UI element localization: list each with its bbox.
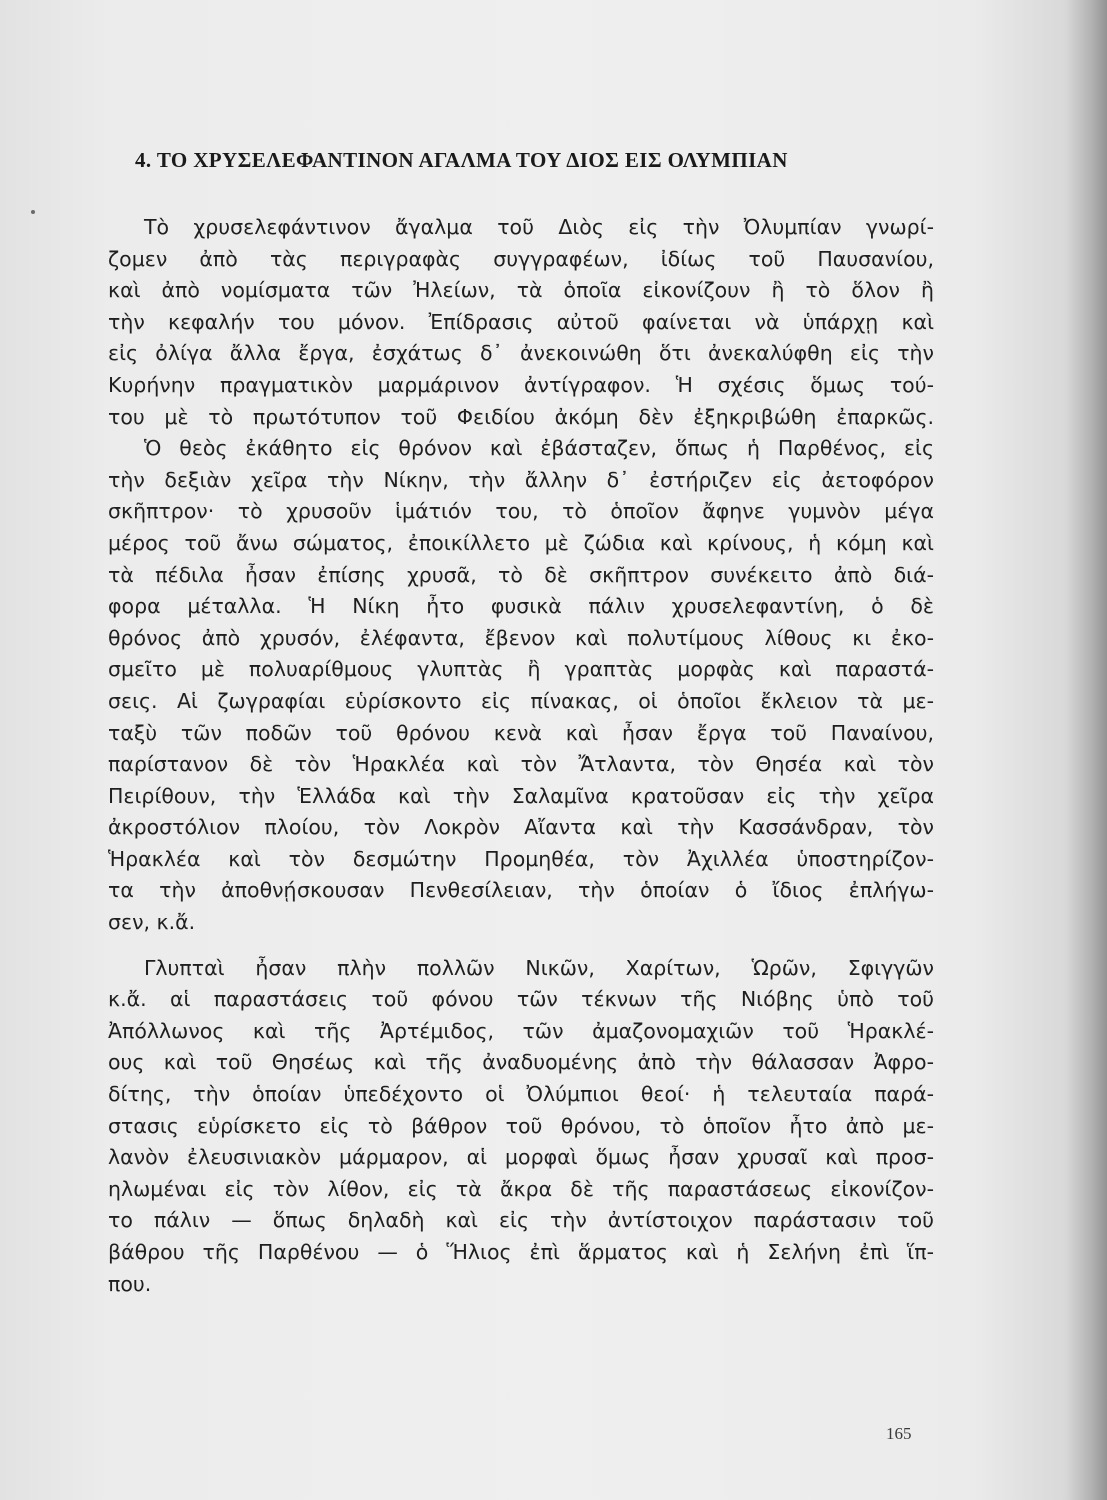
text-line: τὴν δεξιὰν χεῖρα τὴν Νίκην, τὴν ἄλλην δ᾽ ἐστήριζεν εἰς ἀετοφόρον bbox=[108, 467, 934, 492]
text-line: ηλωμέναι εἰς τὸν λίθον, εἰς τὰ ἄκρα δὲ τῆς παραστάσεως εἰκονίζον- bbox=[108, 1176, 934, 1201]
text-line: βάθρου τῆς Παρθένου — ὁ Ἥλιος ἐπὶ ἅρματος καὶ ἡ Σελήνη ἐπὶ ἵπ- bbox=[108, 1240, 934, 1264]
text-line: τὴν κεφαλήν του μόνον. Ἐπίδρασις αὐτοῦ φαίνεται νὰ ὑπάρχῃ καὶ bbox=[108, 309, 934, 334]
text-line: Τὸ χρυσελεφάντινον ἄγαλμα τοῦ Διὸς εἰς τὴν Ὀλυμπίαν γνωρί- bbox=[144, 215, 934, 239]
text-line: Πειρίθουν, τὴν Ἑλλάδα καὶ τὴν Σαλαμῖνα κρατοῦσαν εἰς τὴν χεῖρα bbox=[108, 783, 934, 808]
text-line: σμεῖτο μὲ πολυαρίθμους γλυπτὰς ἢ γραπτὰς μορφὰς καὶ παραστά- bbox=[108, 657, 934, 682]
paragraph-gap bbox=[108, 939, 934, 953]
text-line: τὰ πέδιλα ἦσαν ἐπίσης χρυσᾶ, τὸ δὲ σκῆπτρον συνέκειτο ἀπὸ διά- bbox=[108, 562, 934, 587]
text-line: δίτης, τὴν ὁποίαν ὑπεδέχοντο οἱ Ὀλύμπιοι θεοί· ἡ τελευταία παρά- bbox=[108, 1082, 934, 1107]
text-line: του μὲ τὸ πρωτότυπον τοῦ Φειδίου ἀκόμη δὲν ἐξηκριβώθη ἐπαρκῶς. bbox=[108, 404, 934, 429]
text-line: καὶ ἀπὸ νομίσματα τῶν Ἠλείων, τὰ ὁποῖα εἰκονίζουν ἢ τὸ ὅλον ἢ bbox=[108, 278, 934, 303]
scan-speck bbox=[31, 210, 35, 214]
text-line: μέρος τοῦ ἄνω σώματος, ἐποικίλλετο μὲ ζώδια καὶ κρίνους, ἡ κόμη καὶ bbox=[108, 530, 934, 555]
paragraph-2 bbox=[108, 433, 934, 939]
text-line: Ἡρακλέα καὶ τὸν δεσμώτην Προμηθέα, τὸν Ἀχιλλέα ὑποστηρίζον- bbox=[108, 846, 934, 871]
text-line: λανὸν ἐλευσινιακὸν μάρμαρον, αἱ μορφαὶ ὅμως ἦσαν χρυσαῖ καὶ προσ- bbox=[108, 1145, 934, 1170]
text-line: σκῆπτρον· τὸ χρυσοῦν ἱμάτιόν του, τὸ ὁποῖον ἄφηνε γυμνὸν μέγα bbox=[108, 499, 934, 524]
text-line: στασις εὑρίσκετο εἰς τὸ βάθρον τοῦ θρόνου, τὸ ὁποῖον ἦτο ἀπὸ με- bbox=[108, 1113, 934, 1138]
body-text bbox=[108, 212, 934, 1300]
text-line: ζομεν ἀπὸ τὰς περιγραφὰς συγγραφέων, ἰδίως τοῦ Παυσανίου, bbox=[108, 246, 934, 271]
text-line: ἀκροστόλιον πλοίου, τὸν Λοκρὸν Αἴαντα καὶ τὴν Κασσάνδραν, τὸν bbox=[108, 815, 934, 840]
text-line: Ἀπόλλωνος καὶ τῆς Ἀρτέμιδος, τῶν ἀμαζονομαχιῶν τοῦ Ἡρακλέ- bbox=[108, 1018, 934, 1043]
section-heading: 4. ΤΟ ΧΡΥΣΕΛΕΦΑΝΤΙΝΟΝ ΑΓΑΛΜΑ ΤΟΥ ΔΙΟΣ ΕΙΣ ΟΛΥΜΠΙΑΝ bbox=[135, 148, 788, 172]
text-line: φορα μέταλλα. Ἡ Νίκη ἦτο φυσικὰ πάλιν χρυσελεφαντίνη, ὁ δὲ bbox=[108, 594, 934, 619]
text-line: το πάλιν — ὅπως δηλαδὴ καὶ εἰς τὴν ἀντίστοιχον παράστασιν τοῦ bbox=[108, 1208, 934, 1233]
text-line: Κυρήνην πραγματικὸν μαρμάρινον ἀντίγραφον. Ἡ σχέσις ὅμως τού- bbox=[108, 372, 934, 397]
text-line: Ὁ θεὸς ἐκάθητο εἰς θρόνον καὶ ἐβάσταζεν, ὅπως ἡ Παρθένος, εἰς bbox=[144, 436, 934, 461]
text-line: σεις. Αἱ ζωγραφίαι εὑρίσκοντο εἰς πίνακας, οἱ ὁποῖοι ἔκλειον τὰ με- bbox=[108, 688, 934, 713]
paragraph-3 bbox=[108, 953, 934, 1301]
text-line: εἰς ὀλίγα ἄλλα ἔργα, ἐσχάτως δ᾽ ἀνεκοινώθη ὅτι ἀνεκαλύφθη εἰς τὴν bbox=[108, 341, 934, 366]
text-line: σεν, κ.ἄ. bbox=[108, 910, 196, 935]
text-line: κ.ἄ. αἱ παραστάσεις τοῦ φόνου τῶν τέκνων τῆς Νιόβης ὑπὸ τοῦ bbox=[108, 987, 934, 1012]
text-line: ους καὶ τοῦ Θησέως καὶ τῆς ἀναδυομένης ἀπὸ τὴν θάλασσαν Ἀφρο- bbox=[108, 1050, 934, 1075]
text-line: τα τὴν ἀποθνῄσκουσαν Πενθεσίλειαν, τὴν ὁποίαν ὁ ἴδιος ἐπλήγω- bbox=[108, 878, 934, 903]
text-line: Γλυπταὶ ἦσαν πλὴν πολλῶν Νικῶν, Χαρίτων, Ὡρῶν, Σφιγγῶν bbox=[144, 955, 934, 980]
paragraph-1 bbox=[108, 212, 934, 433]
page-number: 165 bbox=[886, 1424, 912, 1443]
text-line: ταξὺ τῶν ποδῶν τοῦ θρόνου κενὰ καὶ ἦσαν ἔργα τοῦ Παναίνου, bbox=[108, 720, 934, 745]
text-line: που. bbox=[108, 1271, 152, 1296]
text-line: θρόνος ἀπὸ χρυσόν, ἐλέφαντα, ἔβενον καὶ πολυτίμους λίθους κι ἐκο- bbox=[108, 625, 934, 650]
text-line: παρίστανον δὲ τὸν Ἡρακλέα καὶ τὸν Ἄτλαντα, τὸν Θησέα καὶ τὸν bbox=[108, 752, 934, 777]
